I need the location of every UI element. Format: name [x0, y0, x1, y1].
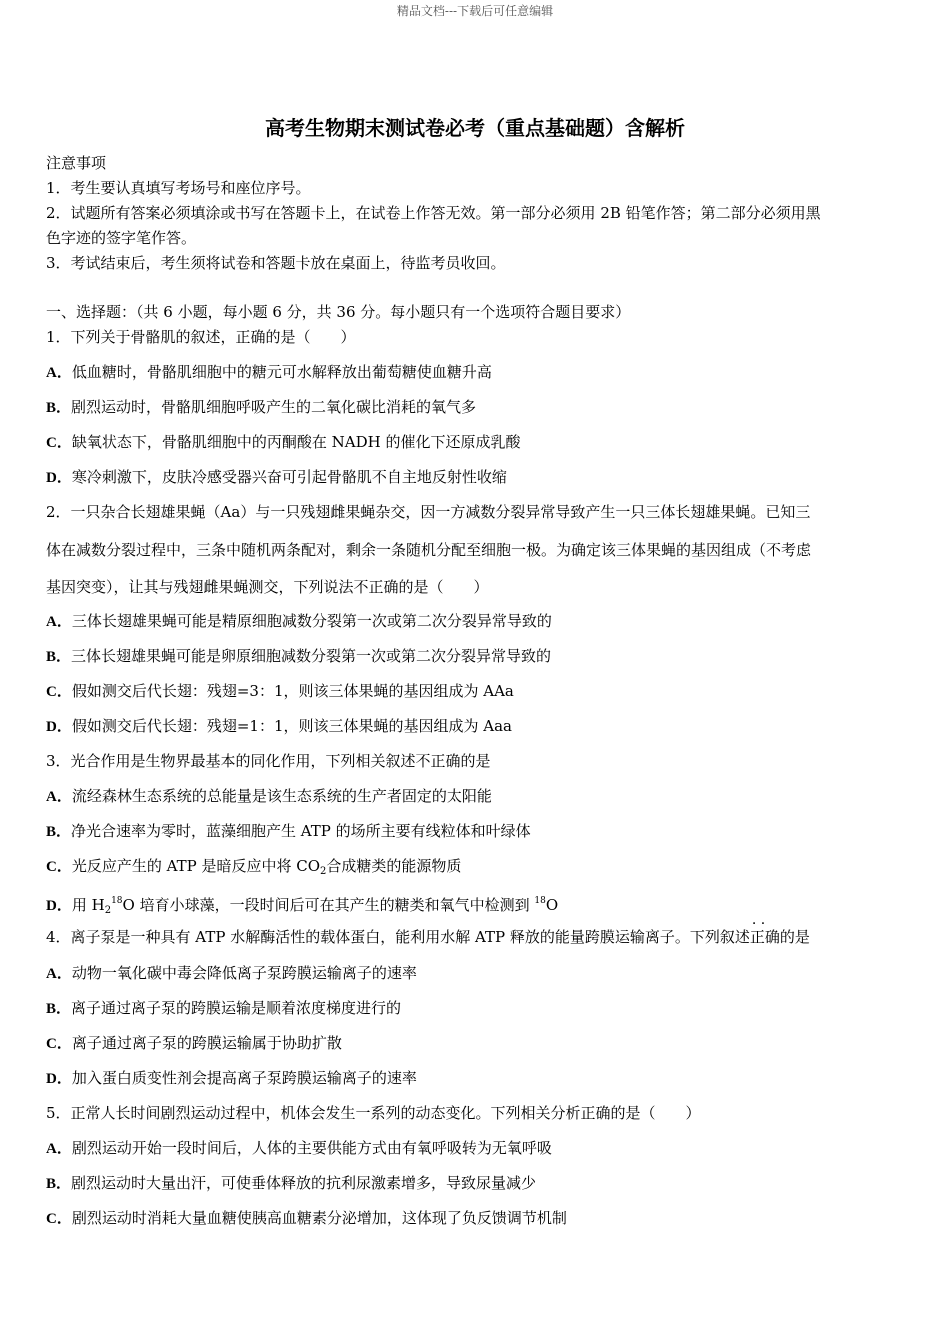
option-text: 动物一氧化碳中毒会降低离子泵跨膜运输离子的速率: [71, 964, 417, 982]
option-label: B．: [46, 1176, 72, 1192]
option-text: 用 H: [71, 896, 105, 914]
option-text: 净光合速率为零时，蓝藻细胞产生 ATP 的场所主要有线粒体和叶绿体: [71, 822, 531, 840]
option-text: 加入蛋白质变性剂会提高离子泵跨膜运输离子的速率: [71, 1069, 417, 1087]
option-label: A．: [46, 789, 72, 805]
superscript: 18: [111, 896, 123, 906]
q3-stem: 3．光合作用是生物界最基本的同化作用，下列相关叙述不正确的是: [46, 752, 491, 770]
option-text: 剧烈运动时，骨骼肌细胞呼吸产生的二氧化碳比消耗的氧气多: [71, 398, 477, 416]
option-label: D．: [46, 470, 72, 486]
option-text: 流经森林生态系统的总能量是该生态系统的生产者固定的太阳能: [71, 787, 492, 805]
superscript: 18: [534, 896, 546, 906]
q1-stem: 1．下列关于骨骼肌的叙述，正确的是（ ）: [46, 328, 356, 346]
notice-item-2-cont: 色字迹的签字笔作答。: [46, 229, 197, 247]
option-label: B．: [46, 1001, 72, 1017]
option-label: A．: [46, 614, 72, 630]
option-text: 缺氧状态下，骨骼肌细胞中的丙酮酸在 NADH 的催化下还原成乳酸: [71, 433, 521, 451]
notice-item-1: 1．考生要认真填写考场号和座位序号。: [46, 179, 311, 197]
q4-option-a: [46, 963, 417, 984]
q3-option-c: [46, 856, 461, 882]
option-label: A．: [46, 966, 72, 982]
q2-option-b: [46, 646, 551, 667]
notice-item-3: 3．考试结束后，考生须将试卷和答题卡放在桌面上，待监考员收回。: [46, 254, 506, 272]
q1-option-a: [46, 362, 492, 383]
option-text: 三体长翅雄果蝇可能是精原细胞减数分裂第一次或第二次分裂异常导致的: [71, 612, 552, 630]
subscript: 2: [320, 866, 327, 877]
q2-stem-line-1: 2．一只杂合长翅雄果蝇（Aa）与一只残翅雌果蝇杂交，因一方减数分裂异常导致产生一只三体长翅雄果蝇。已知三: [46, 503, 811, 521]
q2-option-d: [46, 716, 512, 737]
q3-option-b: [46, 821, 531, 842]
option-text: O: [545, 896, 559, 914]
q3-option-a: [46, 786, 492, 807]
option-text: 三体长翅雄果蝇可能是卵原细胞减数分裂第一次或第二次分裂异常导致的: [71, 647, 552, 665]
option-text: 离子通过离子泵的跨膜运输属于协助扩散: [71, 1034, 342, 1052]
option-label: D．: [46, 1071, 72, 1087]
option-label: D．: [46, 719, 72, 735]
q2-stem-line-2: 体在减数分裂过程中，三条中随机两条配对，剩余一条随机分配至细胞一极。为确定该三体果蝇的基因组成（不考虑: [46, 541, 812, 559]
document-title: 高考生物期末测试卷必考（重点基础题）含解析: [265, 116, 685, 140]
notice-item-2: 2．试题所有答案必须填涂或书写在答题卡上，在试卷上作答无效。第一部分必须用 2B 铅笔作答；第二部分必须用黑: [46, 204, 821, 222]
option-label: C．: [46, 859, 72, 875]
q4-option-d: [46, 1068, 417, 1089]
q1-option-d: [46, 467, 507, 488]
option-label: A．: [46, 1141, 72, 1157]
option-label: C．: [46, 1211, 72, 1227]
option-text: 剧烈运动时大量出汗，可使垂体释放的抗利尿激素增多，导致尿量减少: [71, 1174, 537, 1192]
option-text: 剧烈运动开始一段时间后，人体的主要供能方式由有氧呼吸转为无氧呼吸: [71, 1139, 552, 1157]
header-note: 精品文档---下载后可任意编辑: [396, 4, 554, 18]
option-label: C．: [46, 1036, 72, 1052]
stem-text: 4．离子泵是一种具有 ATP 水解酶活性的载体蛋白，能利用水解 ATP 释放的能量跨膜运输离子。下列叙述: [46, 928, 750, 946]
option-text: 剧烈运动时消耗大量血糖使胰高血糖素分泌增加，这体现了负反馈调节机制: [71, 1209, 567, 1227]
q2-option-c: [46, 681, 514, 702]
option-text: 低血糖时，骨骼肌细胞中的糖元可水解释放出葡萄糖使血糖升高: [71, 363, 492, 381]
q2-stem-line-3: 基因突变），让其与残翅雌果蝇测交，下列说法不正确的是（ ）: [46, 578, 489, 596]
option-text: 假如测交后代长翅：残翅=3：1，则该三体果蝇的基因组成为 AAa: [71, 682, 514, 700]
option-text: 合成糖类的能源物质: [326, 857, 462, 875]
option-text: 光反应产生的 ATP 是暗反应中将 CO: [71, 857, 321, 875]
q1-option-c: [46, 432, 520, 453]
notice-heading: 注意事项: [46, 154, 107, 172]
q2-option-a: [46, 611, 552, 632]
q5-stem: 5．正常人长时间剧烈运动过程中，机体会发生一系列的动态变化。下列相关分析正确的是（ ）: [46, 1104, 701, 1122]
option-text: 寒冷刺激下，皮肤冷感受器兴奋可引起骨骼肌不自主地反射性收缩: [71, 468, 507, 486]
option-label: B．: [46, 824, 72, 840]
section-heading: 一、选择题：（共 6 小题，每小题 6 分，共 36 分。每小题只有一个选项符合题目要求）: [46, 303, 631, 321]
q5-option-b: [46, 1173, 536, 1194]
emphasis-text: · · 正确: [750, 928, 780, 946]
q4-stem: [46, 927, 810, 947]
option-text: 离子通过离子泵的跨膜运输是顺着浓度梯度进行的: [71, 999, 402, 1017]
option-label: C．: [46, 684, 72, 700]
q5-option-a: [46, 1138, 552, 1159]
option-label: B．: [46, 400, 72, 416]
subscript: 2: [104, 905, 112, 916]
option-label: D．: [46, 898, 72, 914]
q1-option-b: [46, 397, 476, 418]
option-label: A．: [46, 365, 72, 381]
option-label: B．: [46, 649, 72, 665]
q4-option-b: [46, 998, 401, 1019]
option-label: C．: [46, 435, 72, 451]
q4-option-c: [46, 1033, 342, 1054]
option-text: O 培育小球藻，一段时间后可在其产生的糖类和氧气中检测到: [122, 896, 535, 914]
q3-option-d: [46, 891, 558, 921]
q5-option-c: [46, 1208, 567, 1229]
option-text: 假如测交后代长翅：残翅=1：1，则该三体果蝇的基因组成为 Aaa: [71, 717, 512, 735]
stem-text: 的是: [779, 928, 810, 946]
